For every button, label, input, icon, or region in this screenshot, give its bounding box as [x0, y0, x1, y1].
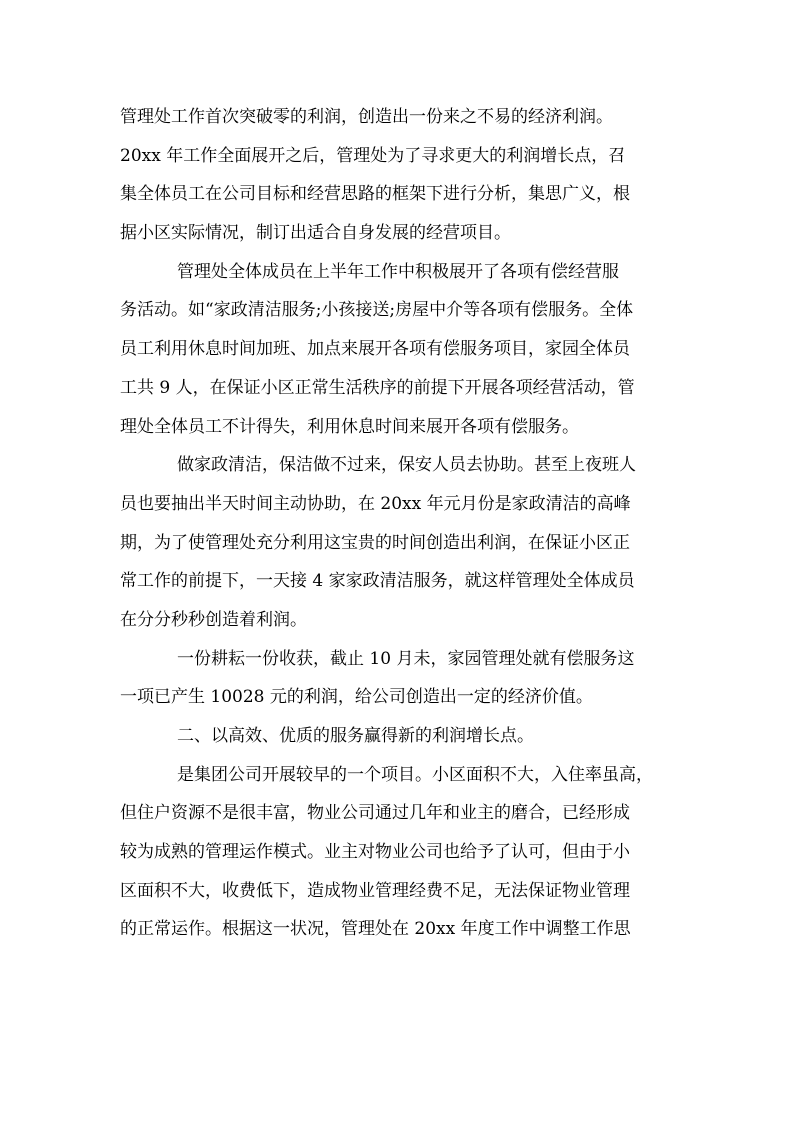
- paragraph-line: 员工利用休息时间加班、加点来展开各项有偿服务项目，家园全体员: [120, 339, 630, 360]
- paragraph-line: 管理处全体成员在上半年工作中积极展开了各项有偿经营服: [177, 261, 619, 282]
- document-body: [120, 98, 676, 949]
- paragraph-line: 工共 9 人，在保证小区正常生活秩序的前提下开展各项经营活动，管: [120, 377, 635, 398]
- paragraph-line: 务活动。如“家政清洁服务;小孩接送;房屋中介等各项有偿服务。全体: [120, 300, 634, 321]
- paragraph-line: 一份耕耘一份收获，截止 10 月未，家园管理处就有偿服务这: [177, 648, 635, 669]
- paragraph-line: 员也要抽出半天时间主动协助，在 20xx 年元月份是家政清洁的高峰: [120, 493, 631, 514]
- section-heading: 二、以高效、优质的服务赢得新的利润增长点。: [177, 726, 534, 746]
- paragraph-line: 一项已产生 10028 元的利润，给公司创造出一定的经济价值。: [120, 687, 593, 708]
- paragraph-line: 常工作的前提下，一天接 4 家家政清洁服务，就这样管理处全体成员: [120, 571, 635, 592]
- paragraph-line: 做家政清洁，保洁做不过来，保安人员去协助。甚至上夜班人: [177, 455, 636, 476]
- paragraph-line: 管理处工作首次突破零的利润，创造出一份来之不易的经济利润。: [120, 107, 613, 127]
- paragraph-line: 的正常运作。根据这一状况，管理处在 20xx 年度工作中调整工作思: [120, 919, 631, 940]
- paragraph-line: 是集团公司开展较早的一个项目。小区面积不大，入住率虽高，: [177, 764, 653, 785]
- paragraph-line: 在分分秒秒创造着利润。: [120, 609, 307, 630]
- paragraph-line: 据小区实际情况，制订出适合自身发展的经营项目。: [120, 223, 511, 244]
- paragraph-line: 但住户资源不是很丰富，物业公司通过几年和业主的磨合，已经形成: [120, 803, 630, 824]
- paragraph-line: 理处全体员工不计得失，利用休息时间来展开各项有偿服务。: [120, 416, 579, 437]
- paragraph-line: 20xx 年工作全面展开之后，管理处为了寻求更大的利润增长点，召: [120, 145, 626, 166]
- paragraph-line: 较为成熟的管理运作模式。业主对物业公司也给予了认可，但由于小: [120, 842, 630, 863]
- paragraph-line: 集全体员工在公司目标和经营思路的框架下进行分析，集思广义，根: [120, 184, 630, 205]
- paragraph-line: 期，为了使管理处充分利用这宝贵的时间创造出利润，在保证小区正: [120, 532, 630, 553]
- paragraph-line: 区面积不大，收费低下，造成物业管理经费不足，无法保证物业管理: [120, 880, 630, 901]
